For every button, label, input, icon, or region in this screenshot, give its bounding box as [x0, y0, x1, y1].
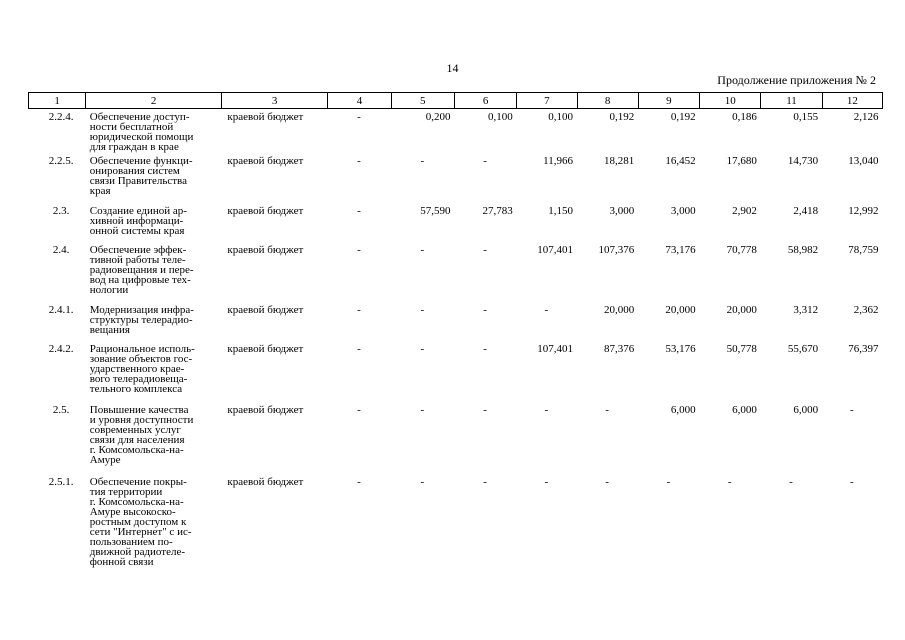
table-row [29, 154, 883, 205]
row-name-line: вещания [89, 324, 130, 336]
row-value-col-7: - [544, 304, 549, 316]
row-funding-source: краевой бюджет [227, 404, 304, 416]
row-name [86, 304, 222, 343]
row-name-line: Создание единой ар- [89, 205, 187, 217]
row-value-col-10: 17,680 [726, 155, 757, 167]
row-code: 2.3. [52, 205, 70, 217]
row-value-col-5: - [420, 304, 425, 316]
row-value-col-11: 2,418 [793, 205, 819, 217]
row-name-line: современных услуг [89, 424, 181, 436]
column-header-5: 5 [391, 93, 454, 109]
row-value-col-12: 76,397 [848, 343, 879, 355]
row-code: 2.4.1. [48, 304, 74, 316]
column-header-7: 7 [517, 93, 577, 109]
row-value-col-6: - [483, 404, 487, 416]
row-value-col-8: 3,000 [609, 205, 635, 217]
row-name-line: связи Правительства [89, 175, 187, 187]
row-value-col-5: 57,590 [420, 205, 451, 217]
row-value-col-11: 58,982 [787, 244, 819, 256]
budget-table [28, 92, 883, 572]
row-name [86, 244, 222, 304]
row-value-col-10: 6,000 [732, 404, 757, 416]
row-value-col-6: - [483, 244, 487, 256]
row-value-col-9: 3,000 [670, 205, 696, 217]
row-value-col-12: 13,040 [848, 155, 879, 167]
column-header-1: 1 [29, 93, 86, 109]
table-row [29, 404, 883, 476]
row-value-col-7: 1,150 [548, 205, 573, 217]
row-value-col-10: 0,186 [732, 111, 757, 123]
row-name-line: Обеспечение эффек- [89, 244, 187, 256]
row-code: 2.4.2. [48, 343, 74, 355]
row-code: 2.4. [52, 244, 70, 256]
row-name-line: пользованием по- [89, 536, 173, 548]
row-name-line: тельного комплекса [89, 383, 183, 395]
row-value-col-9: 53,176 [665, 343, 696, 355]
row-value-col-12: 2,362 [853, 304, 879, 316]
table-row [29, 244, 883, 304]
row-name [86, 404, 222, 476]
column-header-4: 4 [328, 93, 391, 109]
row-name [86, 205, 222, 244]
row-funding-source: краевой бюджет [227, 244, 304, 256]
row-name-line: Повышение качества [89, 404, 189, 416]
row-name-line: тия территории [89, 486, 163, 498]
row-name-line: вого телерадиовеща- [89, 373, 188, 385]
row-value-col-6: - [483, 304, 487, 316]
row-value-col-6: - [483, 155, 487, 167]
row-value-col-10: - [727, 476, 732, 488]
row-value-col-12: 78,759 [848, 244, 879, 256]
row-name [86, 109, 222, 155]
row-value-col-11: - [789, 476, 793, 488]
table-row [29, 343, 883, 404]
row-value-col-12: 2,126 [853, 111, 879, 123]
row-name-line: сети "Интернет" с ис- [89, 526, 192, 538]
row-name-line: онирования систем [89, 165, 180, 177]
row-code: 2.5. [52, 404, 70, 416]
row-value-col-12: - [849, 476, 854, 488]
table-row [29, 205, 883, 244]
row-funding-source: краевой бюджет [227, 155, 304, 167]
row-name-line: и уровня доступности [89, 414, 194, 426]
continuation-label: Продолжение приложения № 2 [717, 73, 876, 87]
column-header-12: 12 [822, 93, 882, 109]
row-value-col-6: 0,100 [487, 111, 513, 123]
row-value-col-9: 16,452 [665, 155, 696, 167]
row-value-col-9: 0,192 [670, 111, 696, 123]
column-header-6: 6 [454, 93, 516, 109]
column-header-10: 10 [700, 93, 761, 109]
row-value-col-4: - [357, 111, 361, 123]
row-name-line: Амуре [89, 454, 121, 466]
page-number: 14 [446, 61, 459, 75]
row-value-col-11: 14,730 [787, 155, 819, 167]
row-value-col-11: 6,000 [793, 404, 819, 416]
row-name-line: ростным доступом к [89, 516, 187, 528]
row-value-col-7: - [544, 404, 549, 416]
table-body [29, 109, 883, 573]
row-name-line: фонной связи [89, 556, 154, 568]
row-value-col-9: - [666, 476, 671, 488]
row-code: 2.2.4. [48, 111, 74, 123]
row-value-col-7: 107,401 [537, 343, 573, 355]
row-value-col-9: 73,176 [665, 244, 696, 256]
row-value-col-5: - [420, 155, 425, 167]
row-name-line: ударственного крае- [89, 363, 185, 375]
row-value-col-7: - [544, 476, 549, 488]
row-value-col-6: - [483, 476, 487, 488]
row-value-col-5: 0,200 [425, 111, 451, 123]
row-name-line: связи для населения [89, 434, 185, 446]
row-name-line: г. Комсомольска-на- [89, 444, 184, 456]
table-row [29, 109, 883, 155]
row-name-line: Амуре высокоско- [89, 506, 176, 518]
row-value-col-6: - [483, 343, 487, 355]
row-funding-source: краевой бюджет [227, 304, 304, 316]
row-value-col-6: 27,783 [482, 205, 513, 217]
row-value-col-9: 6,000 [670, 404, 696, 416]
row-name-line: радиовещания и пере- [89, 264, 194, 276]
column-header-8: 8 [577, 93, 638, 109]
column-header-11: 11 [761, 93, 822, 109]
table-header [29, 93, 883, 109]
row-value-col-4: - [357, 205, 361, 217]
row-value-col-4: - [357, 404, 361, 416]
row-value-col-4: - [357, 343, 361, 355]
row-code: 2.2.5. [48, 155, 74, 167]
row-name-line: Обеспечение покры- [89, 476, 187, 488]
row-code: 2.5.1. [48, 476, 74, 488]
row-name-line: хивной информаци- [89, 215, 184, 227]
row-value-col-5: - [420, 343, 425, 355]
row-name-line: движной радиотеле- [89, 546, 186, 558]
row-name-line: Рациональное исполь- [89, 343, 195, 355]
row-funding-source: краевой бюджет [227, 343, 304, 355]
row-name-line: тивной работы теле- [89, 254, 186, 266]
row-funding-source: краевой бюджет [227, 205, 304, 217]
row-name-line: для граждан в крае [89, 141, 179, 153]
row-name [86, 343, 222, 404]
row-value-col-8: 107,376 [598, 244, 635, 256]
row-value-col-10: 70,778 [726, 244, 757, 256]
row-value-col-8: - [605, 404, 609, 416]
table-row [29, 304, 883, 343]
row-value-col-7: 0,100 [548, 111, 573, 123]
column-header-2: 2 [86, 93, 222, 109]
row-name-line: зование объектов гос- [89, 353, 193, 365]
row-value-col-7: 107,401 [537, 244, 573, 256]
column-header-3: 3 [221, 93, 327, 109]
row-value-col-8: - [605, 476, 609, 488]
row-value-col-12: 12,992 [848, 205, 879, 217]
row-name-line: Обеспечение функци- [89, 155, 193, 167]
row-funding-source: краевой бюджет [227, 111, 304, 123]
row-name-line: онной системы края [89, 225, 185, 237]
row-value-col-10: 20,000 [726, 304, 757, 316]
row-value-col-10: 50,778 [726, 343, 757, 355]
row-value-col-8: 87,376 [604, 343, 635, 355]
row-value-col-8: 18,281 [604, 155, 635, 167]
row-value-col-5: - [420, 476, 425, 488]
header-row [29, 93, 883, 109]
row-name-line: Обеспечение доступ- [89, 111, 190, 123]
row-funding-source: краевой бюджет [227, 476, 304, 488]
row-value-col-5: - [420, 244, 425, 256]
column-header-9: 9 [638, 93, 699, 109]
row-value-col-11: 3,312 [793, 304, 819, 316]
row-value-col-7: 11,966 [543, 155, 573, 167]
row-name-line: ности бесплатной [89, 121, 174, 133]
row-name-line: структуры телерадио- [89, 314, 193, 326]
row-name-line: юридической помощи [89, 131, 194, 143]
row-value-col-8: 0,192 [609, 111, 635, 123]
row-name-line: вод на цифровые тех- [89, 274, 191, 286]
row-value-col-4: - [357, 155, 361, 167]
row-value-col-10: 2,902 [732, 205, 757, 217]
row-value-col-9: 20,000 [665, 304, 696, 316]
row-value-col-8: 20,000 [604, 304, 635, 316]
row-value-col-11: 0,155 [793, 111, 819, 123]
row-name-line: нологии [89, 284, 129, 296]
row-value-col-11: 55,670 [787, 343, 819, 355]
row-value-col-4: - [357, 304, 361, 316]
row-value-col-12: - [849, 404, 854, 416]
table-row [29, 476, 883, 572]
row-value-col-5: - [420, 404, 425, 416]
row-name [86, 154, 222, 205]
row-value-col-4: - [357, 244, 361, 256]
row-value-col-4: - [357, 476, 361, 488]
row-name [86, 476, 222, 572]
row-name-line: г. Комсомольска-на- [89, 496, 184, 508]
row-name-line: Модернизация инфра- [89, 304, 194, 316]
row-name-line: края [89, 185, 111, 197]
